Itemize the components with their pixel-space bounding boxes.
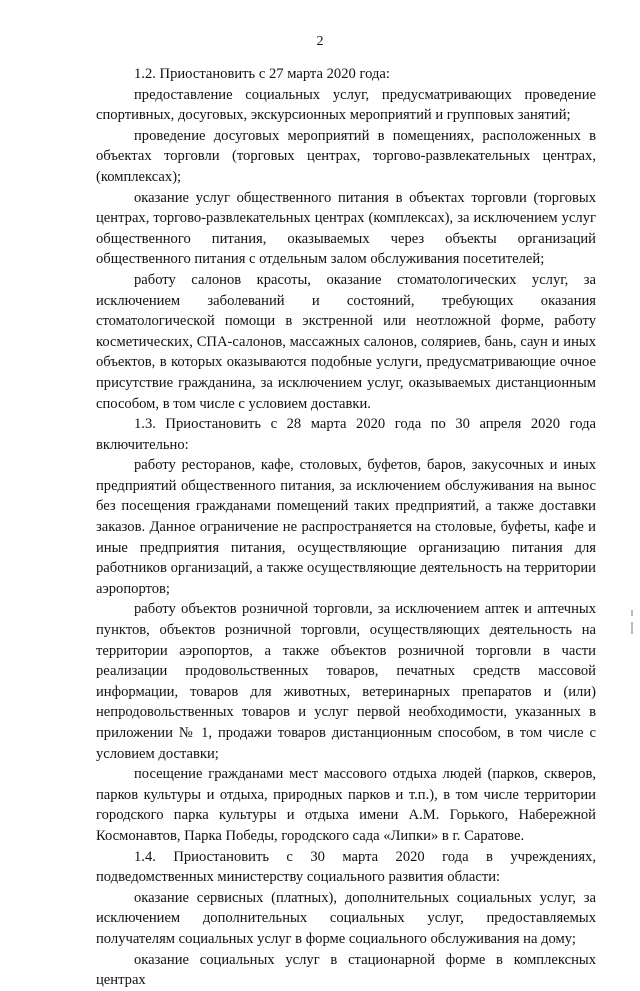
clause-1-2-item-4: работу салонов красоты, оказание стоматологических услуг, за исключением заболеваний и состояний, требующих оказания стоматологической помощи в экстренной или неотложной форме, работу косметических, СПА-салонов, массажных салонов, соляриев, бань, саун и иных объектов, в которых оказываются подобные услуги, предусматривающие очное присутствие гражданина, за исключением услуг, оказываемых дистанционным способом, в том числе с условием доставки. <box>96 271 596 412</box>
clause-1-3-heading: 1.3. Приостановить с 28 марта 2020 года по 30 апреля 2020 года включительно: <box>96 416 596 453</box>
document-body <box>96 64 596 991</box>
clause-1-2-item-2: проведение досуговых мероприятий в помещениях, расположенных в объектах торговли (торговых центрах, торгово-развлекательных центрах, (комплексах); <box>96 127 596 185</box>
clause-1-4-item-2: оказание социальных услуг в стационарной форме в комплексных центрах <box>96 951 596 989</box>
page-number: 2 <box>316 34 324 49</box>
clause-1-2-item-3: оказание услуг общественного питания в объектах торговли (торговых центрах, торгово-развлекательных центрах (комплексах), за исключением услуг общественного питания, оказываемых через объекты организаций общественного питания с отдельным залом обслуживания посетителей; <box>96 189 596 268</box>
clause-1-3-item-2: работу объектов розничной торговли, за исключением аптек и аптечных пунктов, объектов розничной торговли, осуществляющих деятельность на территории аэропортов, а также объектов розничной торговли в части реализации продовольственных товаров, печатных средств массовой информации, товаров для животных, ветеринарных препаратов и (или) непродовольственных товаров и услуг первой необходимости, указанных в приложении № 1, продажи товаров дистанционным способом, в том числе с условием доставки; <box>96 601 596 762</box>
margin-tick-mark <box>629 608 635 636</box>
clause-1-3-item-3: посещение гражданами мест массового отдыха людей (парков, скверов, парков культуры и отдыха, природных парков и т.п.), в том числе территории городского парка культуры и отдыха имени А.М. Горького, Набережной Космонавтов, Парка Победы, городского сада «Липки» в г. Саратове. <box>96 766 596 844</box>
clause-1-4-item-1: оказание сервисных (платных), дополнительных социальных услуг, за исключением дополнительных социальных услуг, предоставляемых получателям социальных услуг в форме социального обслуживания на дому; <box>96 889 596 947</box>
clause-1-2-heading: 1.2. Приостановить с 27 марта 2020 года: <box>134 66 390 82</box>
clause-1-3-item-1: работу ресторанов, кафе, столовых, буфетов, баров, закусочных и иных предприятий общественного питания, за исключением обслуживания на вынос без посещения гражданами помещений таких предприятий, а также доставки заказов. Данное ограничение не распространяется на столовые, буфеты, кафе и иные предприятия питания, осуществляющие организацию питания для работников организаций, а также осуществляющие деятельность на территории аэропортов; <box>96 457 596 597</box>
clause-1-2-item-1: предоставление социальных услуг, предусматривающих проведение спортивных, досуговых, экскурсионных мероприятий и групповых занятий; <box>96 86 596 124</box>
clause-1-4-heading: 1.4. Приостановить с 30 марта 2020 года в учреждениях, подведомственных министерству социального развития области: <box>96 848 596 886</box>
